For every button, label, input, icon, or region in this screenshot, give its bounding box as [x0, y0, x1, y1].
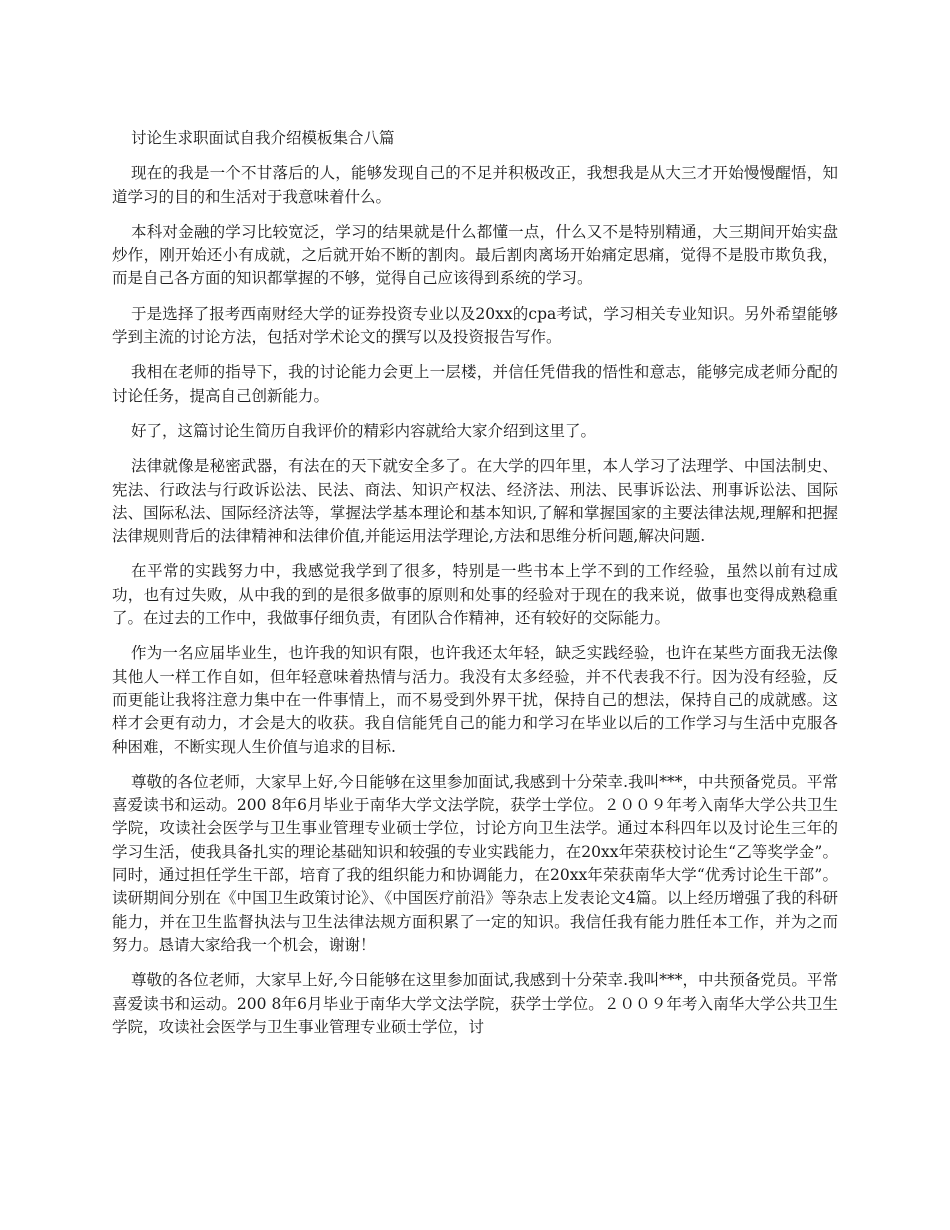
paragraph-9: 尊敬的各位老师，大家早上好,今日能够在这里参加面试,我感到十分荣幸.我叫***，中共预备党员。平常喜爱读书和运动。200 8年6月毕业于南华大学文法学院，获学士学位。２００９年考入南华大学公共卫生学院，攻读社会医学与卫生事业管理专业硕士学位，讨论方向卫生法学。通过本科四年以及讨论生三年的学习生活，使我具备扎实的理论基础知识和较强的专业实践能力，在20xx年荣获校讨论生“乙等奖学金”。同时，通过担任学生干部，培育了我的组织能力和协调能力，在20xx年荣获南华大学“优秀讨论生干部”。读研期间分别在《中国卫生政策讨论》、《中国医疗前沿》等杂志上发表论文4篇。以上经历增强了我的科研能力，并在卫生监督执法与卫生法律法规方面积累了一定的知识。我信任我有能力胜任本工作，并为之而努力。恳请大家给我一个机会，谢谢！: [112, 772, 838, 954]
paragraph-6: 法律就像是秘密武器，有法在的天下就安全多了。在大学的四年里，本人学习了法理学、中国法制史、宪法、行政法与行政诉讼法、民法、商法、知识产权法、经济法、刑法、民事诉讼法、刑事诉讼法、国际法、国际私法、国际经济法等，掌握法学基本理论和基本知识,了解和掌握国家的主要法律法规,理解和把握法律规则背后的法律精神和法律价值,并能运用法学理论,方法和思维分析问题,解决问题.: [112, 457, 838, 546]
document-title: 讨论生求职面试自我介绍模板集合八篇: [131, 129, 395, 147]
paragraph-3: 于是选择了报考西南财经大学的证券投资专业以及20xx的cpa考试，学习相关专业知识。另外希望能够学到主流的讨论方法，包括对学术论文的撰写以及投资报告写作。: [112, 304, 838, 347]
paragraph-10: 尊敬的各位老师，大家早上好,今日能够在这里参加面试,我感到十分荣幸.我叫***，中共预备党员。平常喜爱读书和运动。200 8年6月毕业于南华大学文法学院，获学士学位。２００９年考入南华大学公共卫生学院，攻读社会医学与卫生事业管理专业硕士学位，讨: [112, 971, 838, 1036]
paragraph-5: 好了，这篇讨论生简历自我评价的精彩内容就给大家介绍到这里了。: [131, 421, 597, 440]
paragraph-4: 我相在老师的指导下，我的讨论能力会更上一层楼，并信任凭借我的悟性和意志，能够完成老师分配的讨论任务，提高自己创新能力。: [112, 363, 838, 405]
paragraph-7: 在平常的实践努力中，我感觉我学到了很多，特别是一些书本上学不到的工作经验，虽然以前有过成功，也有过失败，从中我的到的是很多做事的原则和处事的经验对于现在的我来说，做事也变得成熟稳重了。在过去的工作中，我做事仔细负责，有团队合作精神，还有较好的交际能力。: [112, 562, 838, 628]
paragraph-2: 本科对金融的学习比较宽泛，学习的结果就是什么都懂一点，什么又不是特别精通，大三期间开始实盘炒作，刚开始还小有成就，之后就开始不断的割肉。最后割肉离场开始痛定思痛，觉得不是股市欺负我，而是自己各方面的知识都掌握的不够，觉得自己应该得到系统的学习。: [112, 222, 838, 288]
paragraph-1: 现在的我是一个不甘落后的人，能够发现自己的不足并积极改正，我想我是从大三才开始慢慢醒悟，知道学习的目的和生活对于我意味着什么。: [112, 164, 838, 206]
paragraph-8: 作为一名应届毕业生，也许我的知识有限，也许我还太年轻，缺乏实践经验，也许在某些方面我无法像其他人一样工作自如，但年轻意味着热情与活力。我没有太多经验，并不代表我不行。因为没有经验，反而更能让我将注意力集中在一件事情上，而不易受到外界干扰，保持自己的想法，保持自己的成就感。这样才会更有动力，才会是大的收获。我自信能凭自己的能力和学习在毕业以后的工作学习与生活中克服各种困难，不断实现人生价值与追求的目标.: [112, 644, 838, 756]
document-page: [112, 127, 838, 1051]
